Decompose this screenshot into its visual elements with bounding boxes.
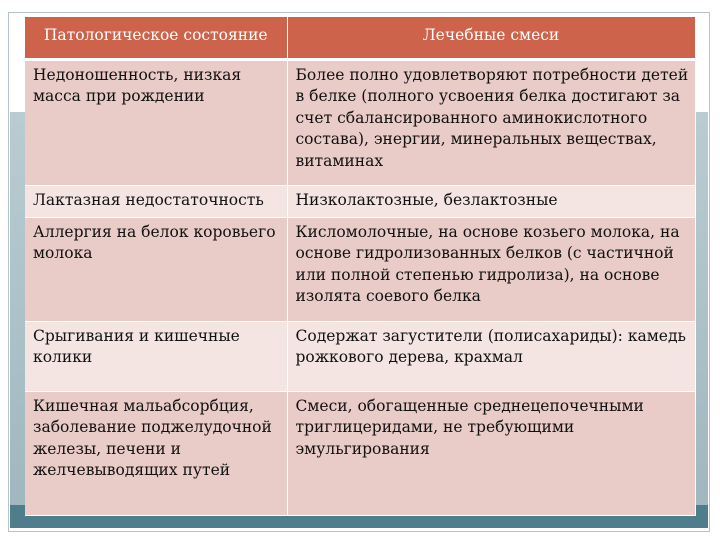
- table-row: [25, 59, 695, 185]
- formula-cell: Кисломолочные, на основе козьего молока, на основе гидролизованных белков (с частичной или полной степенью гидролиза), на основе изолята соевого белка: [287, 217, 695, 321]
- table-row: [25, 391, 695, 515]
- header-formulas: Лечебные смеси: [287, 17, 695, 59]
- table-row: [25, 321, 695, 391]
- table-row: [25, 185, 695, 217]
- formula-cell: Более полно удовлетворяют потребности детей в белке (полного усвоения белка достигают за счет сбалансированного аминокислотного состава), энергии, минеральных веществах, витаминах: [287, 59, 695, 185]
- header-condition: Патологическое состояние: [25, 17, 287, 59]
- condition-cell: Аллергия на белок коровьего молока: [25, 217, 287, 321]
- therapeutic-formulas-table: [25, 17, 696, 516]
- formula-cell: Низколактозные, безлактозные: [287, 185, 695, 217]
- condition-cell: Недоношенность, низкая масса при рождении: [25, 59, 287, 185]
- condition-cell: Срыгивания и кишечные колики: [25, 321, 287, 391]
- formula-cell: Содержат загустители (полисахариды): камедь рожкового дерева, крахмал: [287, 321, 695, 391]
- table-row: [25, 217, 695, 321]
- table-header-row: [25, 17, 695, 59]
- formula-cell: Смеси, обогащенные среднецепочечными триглицеридами, не требующими эмульгирования: [287, 391, 695, 515]
- condition-cell: Кишечная мальабсорбция, заболевание поджелудочной железы, печени и желчевыводящих путей: [25, 391, 287, 515]
- condition-cell: Лактазная недостаточность: [25, 185, 287, 217]
